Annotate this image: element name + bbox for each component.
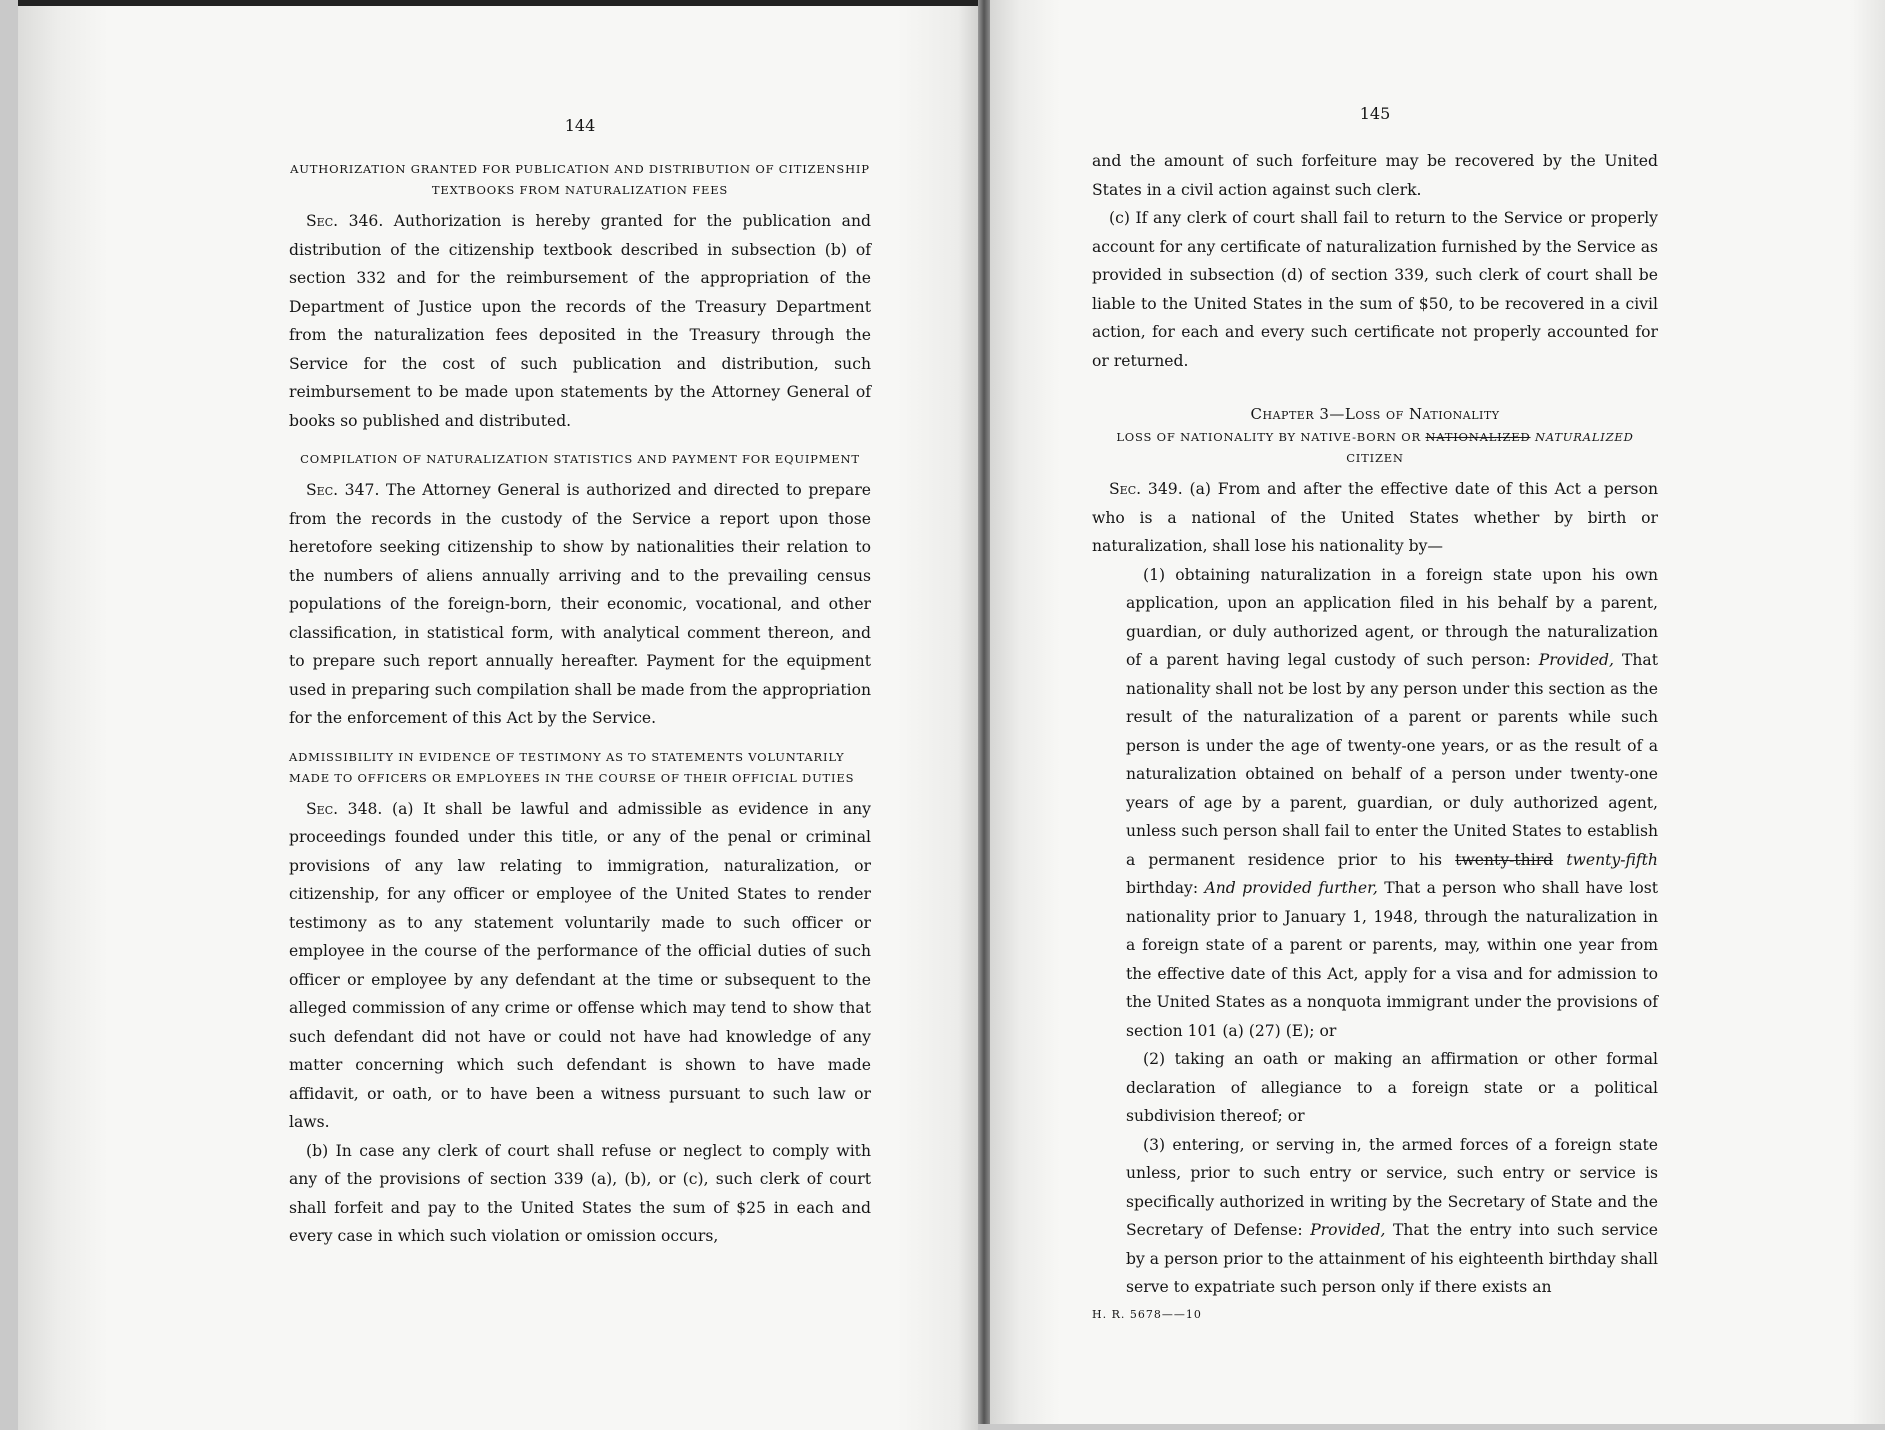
heading-part: CITIZEN <box>1346 451 1404 465</box>
inserted-word: NATURALIZED <box>1535 430 1634 444</box>
page-number: 144 <box>564 116 596 135</box>
clause-1 <box>1092 561 1658 1046</box>
page-number: 145 <box>1359 104 1391 123</box>
section-text: (a) From and after the effective date of this Act a person who is a national of the United States whether by birth or naturalization, shall lose his nationality by— <box>1092 480 1658 555</box>
clause-text: That the entry into such service by a person prior to the attainment of his eighteenth birthday shall serve to expatriate such person only if there exists an <box>1126 1221 1658 1296</box>
right-page-content <box>1092 0 1658 1332</box>
clause-text: That nationality shall not be lost by any person under this section as the result of the naturalization of a parent or parents while such person is under the age of twenty-one years, or as the result of a naturalization obtained on behalf of a person under twenty-one years of age by a parent, guardian, or duly authorized agent, unless such person shall fail to enter the United States to establish a permanent residence prior to his <box>1126 651 1658 869</box>
section-heading-346: AUTHORIZATION GRANTED FOR PUBLICATION AND DISTRIBUTION OF CITIZENSHIP TEXTBOOKS FROM NATURALIZATION FEES <box>290 162 870 197</box>
clause-2: (2) taking an oath or making an affirmation or other formal declaration of allegiance to a foreign state or a political subdivision thereof; or <box>1126 1050 1658 1125</box>
clause-3 <box>1092 1131 1658 1302</box>
section-label: Sec. 347. <box>306 481 380 499</box>
struck-word: twenty-third <box>1455 850 1554 869</box>
section-label: Sec. 346. <box>306 212 384 230</box>
inserted-word: twenty-fifth <box>1566 850 1658 869</box>
proviso: Provided, <box>1538 651 1614 669</box>
proviso: Provided, <box>1310 1221 1386 1239</box>
section-label: Sec. 349. <box>1109 480 1183 498</box>
section-348c: (c) If any clerk of court shall fail to return to the Service or properly account for any certificate of naturalization furnished by the Service as provided in subsection (d) of section 339, such clerk of court shall be liable to the United States in the sum of $50, to be recovered in a civil action, for each and every such certificate not properly accounted for or returned. <box>1092 209 1658 370</box>
clause-text: (3) entering, or serving in, the armed forces of a foreign state unless, prior to such entry or service, such entry or service is specifically authorized in writing by the Secretary of State and the Secretary of Defense: <box>1126 1135 1658 1239</box>
section-346 <box>289 207 871 435</box>
clause-text: birthday: <box>1126 879 1199 897</box>
section-349 <box>1092 475 1658 561</box>
clause-text: (1) obtaining naturalization in a foreign state upon his own application, upon an application filed in his behalf by a parent, guardian, or duly authorized agent, or through the naturalization of a parent having legal custody of such person: <box>1126 565 1658 669</box>
heading-part: LOSS OF NATIONALITY BY NATIVE-BORN OR <box>1116 430 1421 444</box>
section-347 <box>289 476 871 733</box>
section-label: Sec. 348. <box>306 799 383 818</box>
right-page <box>990 0 1885 1424</box>
continued-paragraph: and the amount of such forfeiture may be recovered by the United States in a civil action against such clerk. <box>1092 152 1658 199</box>
left-page <box>18 0 978 1430</box>
section-text: (a) It shall be lawful and admissible as evidence in any proceedings founded under this title, or any of the penal or criminal provisions of any law relating to immigration, naturalization, or citizenship, for any officer or employee of the United States to render testimony as to any statement voluntarily made to such officer or employee in the course of the performance of the official duties of such officer or employee by any defendant at the time or subsequent to the alleged commission of any crime or offense which may tend to show that such defendant did not have or could not have had knowledge of any matter concerning which such defendant is shown to have made affidavit, or oath, or to have been a witness pursuant to such law or laws. <box>289 799 871 1131</box>
clause-text: That a person who shall have lost nationality prior to January 1, 1948, through the naturalization in a foreign state of a parent or parents, may, within one year from the effective date of this Act, apply for a visa and for admission to the United States as a nonquota immigrant under the provisions of section 101 (a) (27) (E); or <box>1126 879 1658 1040</box>
book-gutter <box>978 0 990 1424</box>
section-heading-347: COMPILATION OF NATURALIZATION STATISTICS AND PAYMENT FOR EQUIPMENT <box>300 452 860 466</box>
section-348b: (b) In case any clerk of court shall refuse or neglect to comply with any of the provisions of section 339 (a), (b), or (c), such clerk of court shall forfeit and pay to the United States the sum of $25 in each and every case in which such violation or omission occurs, <box>289 1141 871 1245</box>
proviso: And provided further, <box>1204 879 1378 897</box>
section-heading-348: ADMISSIBILITY IN EVIDENCE OF TESTIMONY AS TO STATEMENTS VOLUNTARILY MADE TO OFFICERS OR EMPLOYEES IN THE COURSE OF THEIR OFFICIAL DUTIES <box>289 749 855 785</box>
chapter-heading: Chapter 3—Loss of Nationality <box>1250 405 1500 423</box>
struck-word: NATIONALIZED <box>1425 430 1531 444</box>
bill-footer-code: H. R. 5678——10 <box>1092 1307 1202 1321</box>
section-text: The Attorney General is authorized and directed to prepare from the records in the custody of the Service a report upon those heretofore seeking citizenship to show by nationalities their relation to the numbers of aliens annually arriving and to the prevailing census populations of the foreign-born, their economic, vocational, and other classification, in statistical form, with analytical comment thereon, and to prepare such report annually hereafter. Payment for the equipment used in preparing such compilation shall be made from the appropriation for the enforcement of this Act by the Service. <box>289 481 872 727</box>
section-text: Authorization is hereby granted for the publication and distribution of the citizenship textbook described in subsection (b) of section 332 and for the reimbursement of the appropriation of the Department of Justice upon the records of the Treasury Department from the naturalization fees deposited in the Treasury through the Service for the cost of such publication and distribution, such reimbursement to be made upon statements by the Attorney General of books so published and distributed. <box>289 212 872 430</box>
section-348a <box>289 795 871 1137</box>
left-page-content <box>289 6 871 1251</box>
section-heading-349 <box>1092 427 1658 469</box>
